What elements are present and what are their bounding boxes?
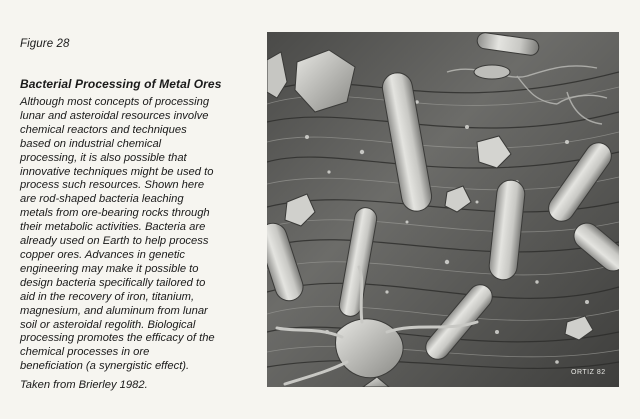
caption-title: Bacterial Processing of Metal Ores — [20, 77, 222, 91]
caption-line: processing promotes the efficacy of the — [20, 332, 215, 345]
caption-line: already used on Earth to help process — [20, 235, 209, 248]
caption-line: metals from ore-bearing rocks through — [20, 207, 210, 220]
caption-line: lunar and asteroidal resources involve — [20, 109, 209, 122]
bacteria-illustration — [267, 32, 619, 387]
caption-body — [20, 96, 248, 374]
figure-label: Figure 28 — [20, 38, 70, 50]
caption-column — [20, 38, 248, 391]
caption-line: engineering may make it possible to — [20, 262, 199, 275]
svg-text:ORTIZ 82: ORTIZ 82 — [571, 369, 606, 376]
caption-line: innovative techniques might be used to — [20, 165, 214, 178]
caption-line: based on industrial chemical — [20, 137, 162, 150]
caption-line: design bacteria specifically tailored to — [20, 276, 206, 289]
caption-line: copper ores. Advances in genetic — [20, 248, 186, 261]
caption-line: Although most concepts of processing — [20, 96, 210, 108]
caption-line: chemical reactors and techniques — [20, 123, 187, 136]
caption-line: magnesium, and aluminum from lunar — [20, 304, 208, 317]
caption-line: process such resources. Shown here — [20, 179, 205, 192]
caption-line: chemical processes in ore — [20, 346, 150, 359]
caption-line: their metabolic activities. Bacteria are — [20, 221, 206, 234]
caption-line: beneficiation (a synergistic effect). — [20, 360, 190, 373]
caption-line: aid in the recovery of iron, titanium, — [20, 290, 195, 303]
caption-line: processing, it is also possible that — [20, 151, 187, 164]
caption-line: are rod-shaped bacteria leaching — [20, 193, 184, 206]
source-citation: Taken from Brierley 1982. — [20, 379, 148, 392]
caption-line: soil or asteroidal regolith. Biological — [20, 318, 196, 331]
